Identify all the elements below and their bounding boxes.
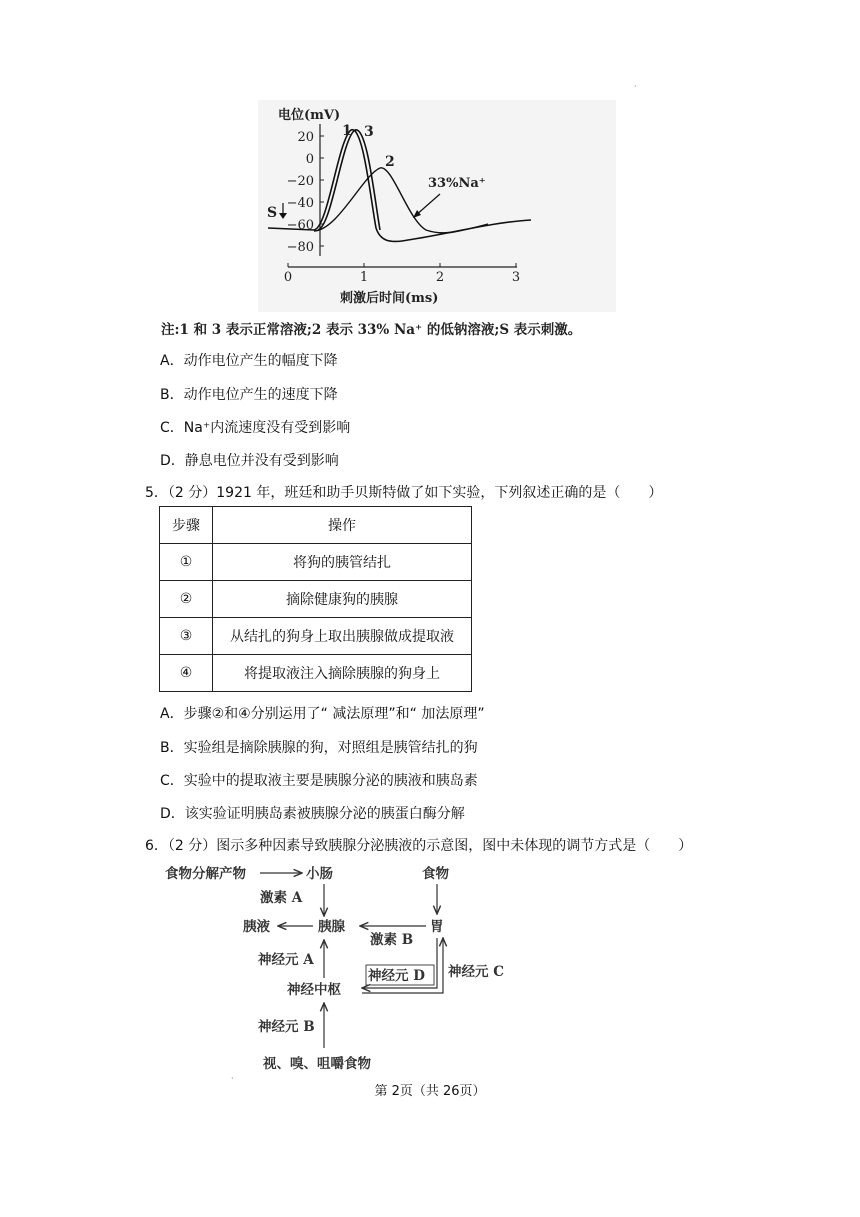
hormone-b-label: 激素 B xyxy=(370,932,414,948)
table-row xyxy=(160,544,472,581)
table-row xyxy=(160,581,472,618)
header-operation: 操作 xyxy=(213,507,472,544)
option-4c[interactable]: C．Na⁺内流速度没有受到影响 xyxy=(160,420,351,436)
y-tick-label: −60 xyxy=(286,218,314,233)
y-tick-label: 0 xyxy=(305,152,314,167)
option-5d[interactable]: D．该实验证明胰岛素被胰腺分泌的胰蛋白酶分解 xyxy=(160,806,465,822)
senses-label: 视、嗅、咀嚼食物 xyxy=(263,1056,371,1072)
neuron-b-label: 神经元 B xyxy=(258,1019,315,1035)
option-4a[interactable]: A．动作电位产生的幅度下降 xyxy=(160,353,338,369)
step-number: ④ xyxy=(160,655,213,692)
step-operation: 将提取液注入摘除胰腺的狗身上 xyxy=(213,655,472,692)
y-tick-label: 20 xyxy=(297,130,314,145)
experiment-steps-table xyxy=(159,506,472,692)
neuron-d-label: 神经元 D xyxy=(368,968,425,984)
x-tick-label: 0 xyxy=(283,270,293,285)
y-axis-label: 电位(mV) xyxy=(278,108,341,123)
scan-speck: · xyxy=(231,1074,234,1083)
action-potential-figure xyxy=(258,100,616,312)
nerve-center-label: 神经中枢 xyxy=(287,982,341,998)
step-operation: 摘除健康狗的胰腺 xyxy=(213,581,472,618)
scan-speck: · xyxy=(634,82,637,91)
neuron-c-label: 神经元 C xyxy=(448,964,504,980)
x-tick-label: 1 xyxy=(359,270,369,285)
action-potential-chart xyxy=(258,100,616,312)
x-tick-label: 2 xyxy=(435,270,445,285)
question-6-stem: 6．（2 分）图示多种因素导致胰腺分泌胰液的示意图，图中未体现的调节方式是（ ） xyxy=(145,838,693,854)
small-intestine-label: 小肠 xyxy=(306,866,333,882)
step-operation: 从结扎的狗身上取出胰腺做成提取液 xyxy=(213,618,472,655)
x-tick-label: 3 xyxy=(511,270,521,285)
y-tick-label: −80 xyxy=(286,240,314,255)
food-label: 食物 xyxy=(422,866,449,882)
curve-label-2: 2 xyxy=(385,154,395,170)
option-5b[interactable]: B．实验组是摘除胰腺的狗，对照组是胰管结扎的狗 xyxy=(160,740,478,756)
figure-note: 注:1 和 3 表示正常溶液;2 表示 33% Na⁺ 的低钠溶液;S 表示刺激。 xyxy=(161,322,582,338)
table-row xyxy=(160,618,472,655)
option-5c[interactable]: C．实验中的提取液主要是胰腺分泌的胰液和胰岛素 xyxy=(160,773,478,789)
food-products-label: 食物分解产物 xyxy=(165,866,246,882)
annotation-label: 33%Na⁺ xyxy=(428,176,486,191)
curve-3 xyxy=(318,130,380,230)
step-number: ③ xyxy=(160,618,213,655)
neuron-a-label: 神经元 A xyxy=(258,952,314,968)
question-5-stem: 5．（2 分）1921 年，班廷和助手贝斯特做了如下实验，下列叙述正确的是（ ） xyxy=(145,485,663,501)
step-operation: 将狗的胰管结扎 xyxy=(213,544,472,581)
curve-label-3: 3 xyxy=(364,124,374,140)
option-4b[interactable]: B．动作电位产生的速度下降 xyxy=(160,387,338,403)
step-number: ② xyxy=(160,581,213,618)
pancreas-regulation-diagram xyxy=(160,858,520,1078)
pancreatic-juice-label: 胰液 xyxy=(243,919,270,935)
option-5a[interactable]: A．步骤②和④分别运用了“ 减法原理”和“ 加法原理” xyxy=(160,706,485,722)
table-header-row xyxy=(160,507,472,544)
pancreas-label: 胰腺 xyxy=(318,919,345,935)
option-4d[interactable]: D．静息电位并没有受到影响 xyxy=(160,453,339,469)
x-axis-label: 刺激后时间(ms) xyxy=(340,291,439,306)
stomach-label: 胃 xyxy=(430,919,444,935)
table-row xyxy=(160,655,472,692)
y-tick-label: −20 xyxy=(286,174,314,189)
y-tick-label: −40 xyxy=(286,196,314,211)
page-footer: 第 2页（共 26页） xyxy=(374,1084,486,1099)
header-step: 步骤 xyxy=(160,507,213,544)
stimulus-label: S xyxy=(267,205,278,221)
hormone-a-label: 激素 A xyxy=(260,890,303,906)
step-number: ① xyxy=(160,544,213,581)
curve-label-1: 1 xyxy=(342,123,352,139)
